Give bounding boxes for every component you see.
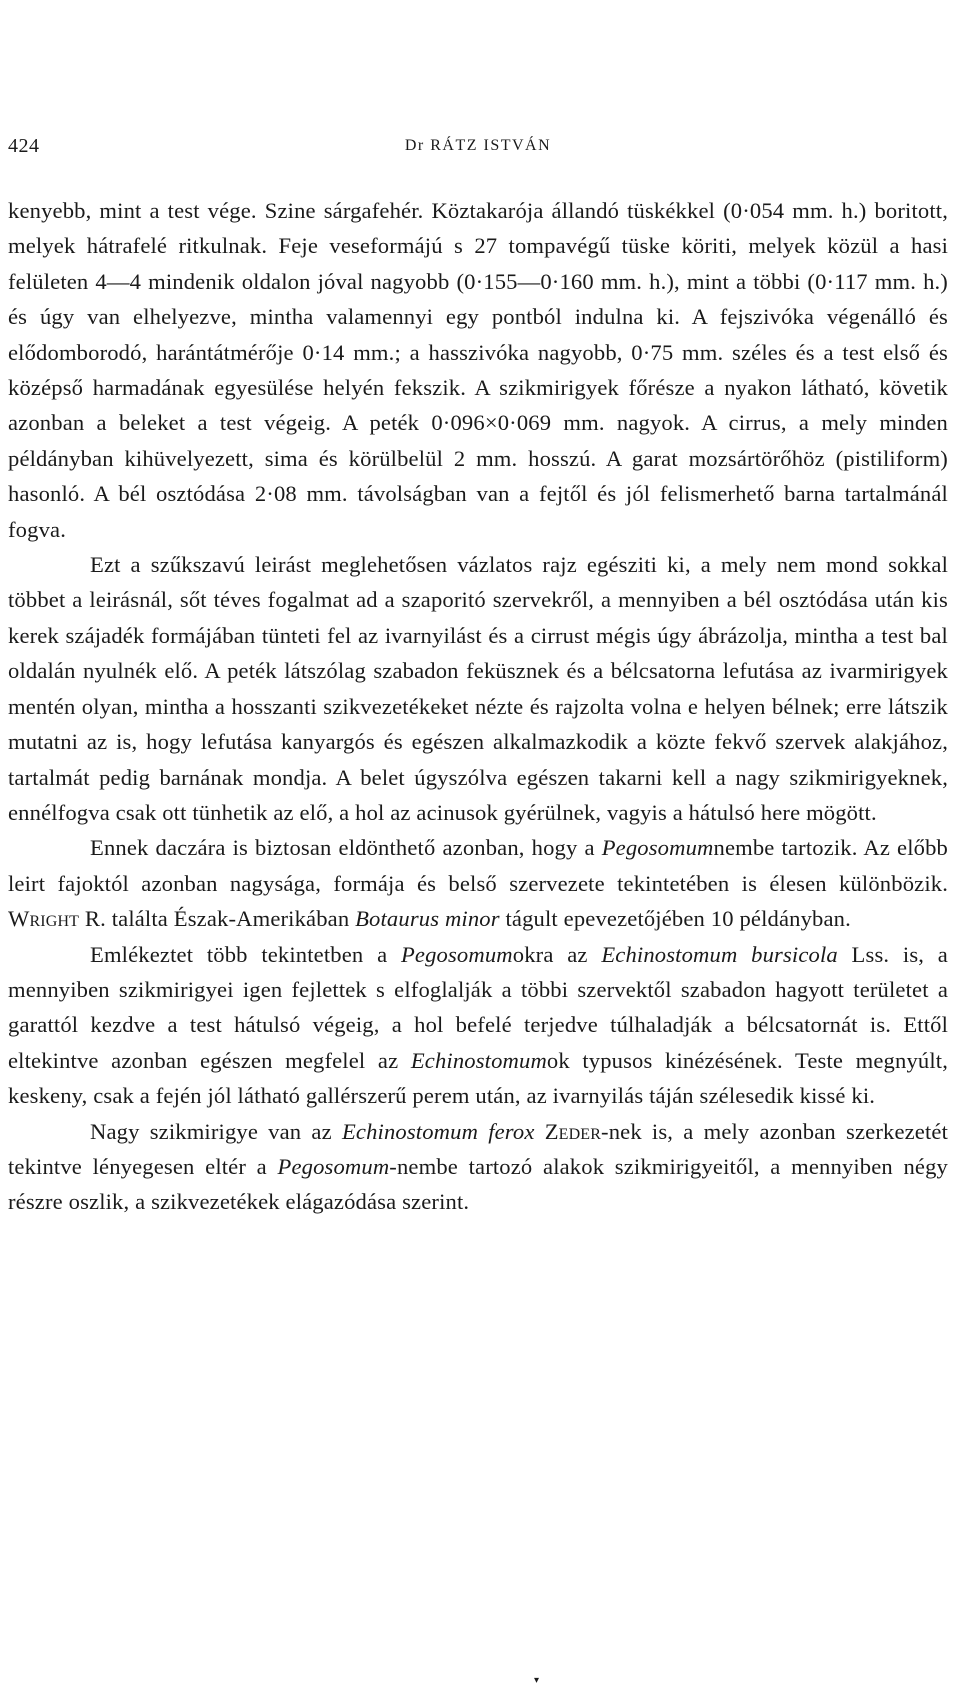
italic-term: Echinostomum bursicola [601,941,838,967]
paragraph-5: Nagy szikmirigye van az Echinostomum ferox Zeder-nek is, a mely azonban szerkezetét tekintve lényegesen eltér a Pegosomum-nembe tartozó alakok szikmirigyeitől, a mennyiben négy részre oszlik, a szikvezetékek elágazódása szerint. [8,1118,949,1215]
body-text [8,193,948,1220]
italic-term: Botaurus minor [355,906,500,932]
small-caps-name: Wright [8,906,80,932]
italic-term: Echinostomum [410,1047,547,1073]
italic-term: Pegosomum [400,941,513,967]
italic-term: Echinostomum ferox [341,1118,535,1144]
paragraph-4: Emlékeztet több tekintetben a Pegosomumokra az Echinostomum bursicola Lss. is, a mennyiben szikmirigyei igen fejlettek s elfoglalják a többi szervektől szabadon hagyott területet a garattól kezdve a test hátulsó végeig, a hol befelé terjedve túlhaladják a bélcsatornát is. Ettől eltekintve azonban egészen megfelel az Echinostomumok typusos kinézésének. Teste megnyúlt, keskeny, csak a fején jól látható gallérszerű perem után, az ivarnyilás táján szélesedik kissé ki. [8,941,948,1109]
paragraph-2: Ezt a szűkszavú leirást meglehetősen vázlatos rajz egésziti ki, a mely nem mond sokkal többet a leirásnál, sőt téves fogalmat ad a szaporitó szervekről, a mennyiben a bél osztódása után kis kerek szájadék formájában tünteti fel az ivarnyilást és a cirrust mégis úgy ábrázolja, mintha a test bal oldalán nyulnék elő. A peték látszólag szabadon feküsznek és a bélcsatorna lefutása az ivarmirigyek mentén olyan, mintha a hosszanti szikvezetékeket nézte és rajzolta volna e helyen bélnek; erre látszik mutatni az is, hogy lefutása kanyargós és egészen alkalmazkodik a közte fekvő szervek alakjához, tartalmát pedig barnának mondja. A belet úgyszólva egészen takarni kell a nagy szikmirigyeknek, ennélfogva csak ott tünhetik az elő, a hol az acinusok gyérülnek, vagyis a hátulsó here mögött. [8,552,948,825]
italic-term: Pegosomum [601,835,714,861]
running-head [8,135,948,175]
page-number: 424 [8,135,40,157]
paragraph-3: Ennek daczára is biztosan eldönthető azonban, hogy a Pegosomumnembe tartozik. Az előbb leirt fajoktól azonban nagysága, formája és belső szervezete tekintetében is élesen különbözik. Wright R. találta Észak-Amerikában Botaurus minor tágult epevezetőjében 10 példányban. [8,835,948,932]
small-caps-name: Zeder [544,1118,602,1144]
running-title: Dr RÁTZ ISTVÁN [404,137,552,154]
page-mark: ▾ [534,1675,540,1686]
paragraph-1: kenyebb, mint a test vége. Szine sárgafehér. Köztakarója állandó tüskékkel (0·054 mm. h.) boritott, melyek hátrafelé ritkulnak. Feje veseformájú s 27 tompavégű tüske köriti, melyek közül a hasi felületen 4—4 mindenik oldalon jóval nagyobb (0·155—0·160 mm. h.), mint a többi (0·117 mm. h.) és úgy van elhelyezve, mintha valamennyi egy pontból indulna ki. A fejszivóka végenálló és elődomborodó, harántátmérője 0·14 mm.; a hasszivóka nagyobb, 0·75 mm. széles és a test első és középső harmadának egyesülése helyén fekszik. A szikmirigyek főrésze a nyakon látható, követik azonban a beleket a test végeig. A peték 0·096×0·069 mm. nagyok. A cirrus, a mely minden példányban kihüvelyezett, sima és körülbelül 2 mm. hosszú. A garat mozsártörőhöz (pistiliform) hasonló. A bél osztódása 2·08 mm. távolságban van a fejtől és jól felismerhető barna tartalmánál fogva. [8,198,948,542]
document-page [8,0,948,1220]
italic-term: Pegosomum [277,1153,390,1179]
